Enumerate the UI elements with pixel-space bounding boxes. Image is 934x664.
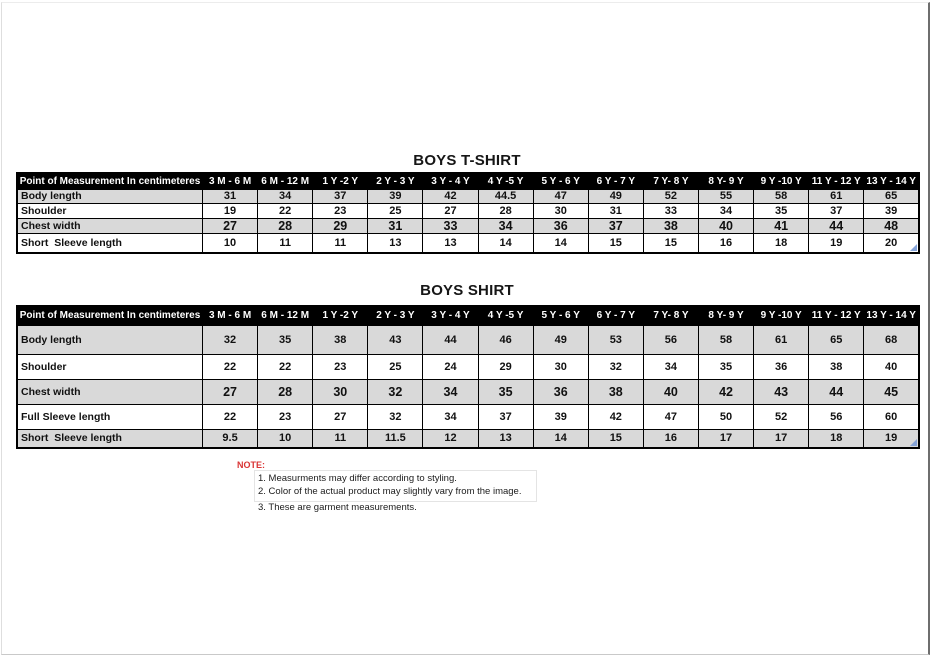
measurement-value-cell: 28 bbox=[258, 218, 313, 233]
measurement-value-cell: 11 bbox=[313, 233, 368, 253]
measurement-value-cell: 49 bbox=[533, 325, 588, 354]
measurement-value-cell: 16 bbox=[643, 429, 698, 448]
measurement-value-cell: 15 bbox=[588, 429, 643, 448]
measurement-label: Short Sleeve length bbox=[17, 233, 203, 253]
size-column-header: 8 Y- 9 Y bbox=[698, 306, 753, 325]
measurement-value-cell: 13 bbox=[478, 429, 533, 448]
measurement-value-cell: 46 bbox=[478, 325, 533, 354]
measurement-value-cell: 44.5 bbox=[478, 189, 533, 203]
size-column-header: 1 Y -2 Y bbox=[313, 173, 368, 189]
measurement-value-cell: 60 bbox=[864, 404, 919, 429]
boys-tshirt-size-table bbox=[16, 172, 920, 254]
table-row bbox=[17, 325, 919, 354]
measurement-value-cell: 65 bbox=[864, 189, 919, 203]
measurement-value-cell: 32 bbox=[368, 404, 423, 429]
measurement-value-cell: 11.5 bbox=[368, 429, 423, 448]
size-column-header: 3 Y - 4 Y bbox=[423, 173, 478, 189]
measurement-value-cell: 19 bbox=[809, 233, 864, 253]
measurement-value-cell: 25 bbox=[368, 203, 423, 218]
size-column-header: 13 Y - 14 Y bbox=[864, 173, 919, 189]
measurement-value-cell: 27 bbox=[203, 379, 258, 404]
measurement-value-cell: 68 bbox=[864, 325, 919, 354]
measurement-value-cell: 56 bbox=[809, 404, 864, 429]
measurement-value-cell: 43 bbox=[754, 379, 809, 404]
measurement-value-cell: 37 bbox=[313, 189, 368, 203]
measurement-value-cell: 32 bbox=[203, 325, 258, 354]
measurement-value-cell: 29 bbox=[478, 354, 533, 379]
measurement-label: Body length bbox=[17, 189, 203, 203]
size-column-header: 5 Y - 6 Y bbox=[533, 306, 588, 325]
boys-shirt-title: BOYS SHIRT bbox=[420, 282, 514, 299]
size-column-header: 4 Y -5 Y bbox=[478, 173, 533, 189]
measurement-value-cell: 34 bbox=[258, 189, 313, 203]
measurement-value-cell: 30 bbox=[313, 379, 368, 404]
measurement-value-cell: 35 bbox=[754, 203, 809, 218]
size-column-header: 5 Y - 6 Y bbox=[533, 173, 588, 189]
measurement-value-cell: 18 bbox=[754, 233, 809, 253]
size-column-header: 9 Y -10 Y bbox=[754, 173, 809, 189]
measurement-value-cell: 61 bbox=[809, 189, 864, 203]
measurement-value-cell: 34 bbox=[423, 404, 478, 429]
boys-shirt-table-container bbox=[16, 305, 920, 449]
measurement-value-cell: 55 bbox=[698, 189, 753, 203]
measurement-value-cell: 49 bbox=[588, 189, 643, 203]
size-column-header: 6 M - 12 M bbox=[258, 306, 313, 325]
measurement-value-cell: 38 bbox=[588, 379, 643, 404]
measurement-value-cell: 25 bbox=[368, 354, 423, 379]
measurement-value-cell: 38 bbox=[809, 354, 864, 379]
measurement-value-cell: 15 bbox=[643, 233, 698, 253]
measurement-value-cell: 41 bbox=[754, 218, 809, 233]
measurement-value-cell: 42 bbox=[588, 404, 643, 429]
measurement-value-cell: 22 bbox=[258, 354, 313, 379]
measurement-value-cell: 27 bbox=[423, 203, 478, 218]
measurement-value-cell: 43 bbox=[368, 325, 423, 354]
measurement-value-cell: 37 bbox=[478, 404, 533, 429]
measurement-value-cell: 42 bbox=[423, 189, 478, 203]
size-column-header: 1 Y -2 Y bbox=[313, 306, 368, 325]
measurement-value-cell: 30 bbox=[533, 354, 588, 379]
table-row bbox=[17, 233, 919, 253]
size-column-header: 7 Y- 8 Y bbox=[643, 306, 698, 325]
size-column-header: 8 Y- 9 Y bbox=[698, 173, 753, 189]
measurement-value-cell: 31 bbox=[203, 189, 258, 203]
measurement-value-cell: 40 bbox=[698, 218, 753, 233]
measurement-value-cell: 47 bbox=[533, 189, 588, 203]
measurement-value-cell: 52 bbox=[754, 404, 809, 429]
measurement-value-cell: 10 bbox=[258, 429, 313, 448]
size-column-header: 6 M - 12 M bbox=[258, 173, 313, 189]
measurement-value-cell: 10 bbox=[203, 233, 258, 253]
measurement-value-cell: 22 bbox=[203, 404, 258, 429]
size-column-header: 3 Y - 4 Y bbox=[423, 306, 478, 325]
measurement-value-cell: 37 bbox=[588, 218, 643, 233]
measurement-value-cell: 40 bbox=[864, 354, 919, 379]
measurement-value-cell: 23 bbox=[313, 203, 368, 218]
measurement-value-cell: 19 bbox=[203, 203, 258, 218]
measurement-value-cell: 42 bbox=[698, 379, 753, 404]
measurement-value-cell: 14 bbox=[533, 233, 588, 253]
measurement-value-cell: 27 bbox=[203, 218, 258, 233]
note-item: 2. Color of the actual product may slightly vary from the image. bbox=[258, 485, 522, 497]
measurement-value-cell: 36 bbox=[754, 354, 809, 379]
measurement-value-cell: 35 bbox=[698, 354, 753, 379]
measurement-value-cell: 28 bbox=[258, 379, 313, 404]
measurement-value-cell: 39 bbox=[533, 404, 588, 429]
size-column-header: 2 Y - 3 Y bbox=[368, 173, 423, 189]
size-column-header: 13 Y - 14 Y bbox=[864, 306, 919, 325]
table-row bbox=[17, 404, 919, 429]
measurement-value-cell: 24 bbox=[423, 354, 478, 379]
table-resize-handle-icon bbox=[910, 439, 917, 446]
measurement-value-cell: 52 bbox=[643, 189, 698, 203]
measurement-label: Chest width bbox=[17, 379, 203, 404]
measurement-value-cell: 33 bbox=[643, 203, 698, 218]
measurement-value-cell: 44 bbox=[423, 325, 478, 354]
measurement-value-cell: 22 bbox=[258, 203, 313, 218]
measurement-value-cell: 34 bbox=[478, 218, 533, 233]
measurement-value-cell: 30 bbox=[533, 203, 588, 218]
note-item: 1. Measurments may differ according to styling. bbox=[258, 473, 457, 484]
measurement-label: Shoulder bbox=[17, 354, 203, 379]
measurement-value-cell: 27 bbox=[313, 404, 368, 429]
measurement-value-cell: 50 bbox=[698, 404, 753, 429]
measurement-value-cell: 44 bbox=[809, 218, 864, 233]
size-column-header: 3 M - 6 M bbox=[203, 173, 258, 189]
measurement-value-cell: 38 bbox=[643, 218, 698, 233]
measurement-value-cell: 32 bbox=[368, 379, 423, 404]
boys-tshirt-title: BOYS T-SHIRT bbox=[413, 152, 521, 169]
note-list bbox=[258, 473, 521, 514]
measurement-value-cell: 61 bbox=[754, 325, 809, 354]
measurement-value-cell: 33 bbox=[423, 218, 478, 233]
table-row bbox=[17, 354, 919, 379]
measurement-value-cell: 31 bbox=[368, 218, 423, 233]
measurement-value-cell: 40 bbox=[643, 379, 698, 404]
measurement-value-cell: 22 bbox=[203, 354, 258, 379]
note-label: NOTE: bbox=[237, 460, 265, 470]
size-column-header: 9 Y -10 Y bbox=[754, 306, 809, 325]
measurement-value-cell: 39 bbox=[864, 203, 919, 218]
measurement-column-header: Point of Measurement In centimeteres bbox=[17, 173, 203, 189]
size-column-header: 7 Y- 8 Y bbox=[643, 173, 698, 189]
measurement-label: Body length bbox=[17, 325, 203, 354]
table-row bbox=[17, 429, 919, 448]
size-column-header: 11 Y - 12 Y bbox=[809, 306, 864, 325]
measurement-value-cell: 13 bbox=[423, 233, 478, 253]
measurement-value-cell: 23 bbox=[313, 354, 368, 379]
measurement-value-cell: 11 bbox=[313, 429, 368, 448]
table-row bbox=[17, 379, 919, 404]
measurement-value-cell: 34 bbox=[643, 354, 698, 379]
table-row bbox=[17, 218, 919, 233]
measurement-value-cell: 20 bbox=[864, 233, 919, 253]
measurement-value-cell: 58 bbox=[754, 189, 809, 203]
measurement-value-cell: 44 bbox=[809, 379, 864, 404]
measurement-value-cell: 17 bbox=[698, 429, 753, 448]
size-column-header: 11 Y - 12 Y bbox=[809, 173, 864, 189]
measurement-label: Full Sleeve length bbox=[17, 404, 203, 429]
measurement-label: Shoulder bbox=[17, 203, 203, 218]
measurement-value-cell: 9.5 bbox=[203, 429, 258, 448]
measurement-value-cell: 34 bbox=[423, 379, 478, 404]
measurement-value-cell: 13 bbox=[368, 233, 423, 253]
measurement-value-cell: 23 bbox=[258, 404, 313, 429]
measurement-value-cell: 35 bbox=[478, 379, 533, 404]
measurement-value-cell: 28 bbox=[478, 203, 533, 218]
measurement-value-cell: 18 bbox=[809, 429, 864, 448]
measurement-value-cell: 15 bbox=[588, 233, 643, 253]
measurement-value-cell: 14 bbox=[478, 233, 533, 253]
note-item: 3. These are garment measurements. bbox=[258, 501, 417, 513]
measurement-value-cell: 14 bbox=[533, 429, 588, 448]
measurement-value-cell: 29 bbox=[313, 218, 368, 233]
measurement-value-cell: 58 bbox=[698, 325, 753, 354]
size-column-header: 6 Y - 7 Y bbox=[588, 306, 643, 325]
measurement-value-cell: 17 bbox=[754, 429, 809, 448]
measurement-value-cell: 56 bbox=[643, 325, 698, 354]
measurement-value-cell: 31 bbox=[588, 203, 643, 218]
measurement-value-cell: 38 bbox=[313, 325, 368, 354]
measurement-value-cell: 53 bbox=[588, 325, 643, 354]
boys-tshirt-table-container bbox=[16, 172, 920, 254]
measurement-value-cell: 65 bbox=[809, 325, 864, 354]
measurement-value-cell: 37 bbox=[809, 203, 864, 218]
measurement-label: Chest width bbox=[17, 218, 203, 233]
boys-shirt-size-table bbox=[16, 305, 920, 449]
size-column-header: 3 M - 6 M bbox=[203, 306, 258, 325]
table-row bbox=[17, 203, 919, 218]
measurement-value-cell: 36 bbox=[533, 379, 588, 404]
measurement-value-cell: 48 bbox=[864, 218, 919, 233]
measurement-value-cell: 45 bbox=[864, 379, 919, 404]
measurement-column-header: Point of Measurement In centimeteres bbox=[17, 306, 203, 325]
table-resize-handle-icon bbox=[910, 244, 917, 251]
measurement-value-cell: 34 bbox=[698, 203, 753, 218]
measurement-value-cell: 32 bbox=[588, 354, 643, 379]
measurement-value-cell: 47 bbox=[643, 404, 698, 429]
measurement-value-cell: 35 bbox=[258, 325, 313, 354]
measurement-value-cell: 39 bbox=[368, 189, 423, 203]
table-row bbox=[17, 189, 919, 203]
size-column-header: 6 Y - 7 Y bbox=[588, 173, 643, 189]
measurement-value-cell: 16 bbox=[698, 233, 753, 253]
measurement-value-cell: 11 bbox=[258, 233, 313, 253]
measurement-value-cell: 36 bbox=[533, 218, 588, 233]
measurement-value-cell: 19 bbox=[864, 429, 919, 448]
size-column-header: 4 Y -5 Y bbox=[478, 306, 533, 325]
measurement-label: Short Sleeve length bbox=[17, 429, 203, 448]
size-column-header: 2 Y - 3 Y bbox=[368, 306, 423, 325]
measurement-value-cell: 12 bbox=[423, 429, 478, 448]
